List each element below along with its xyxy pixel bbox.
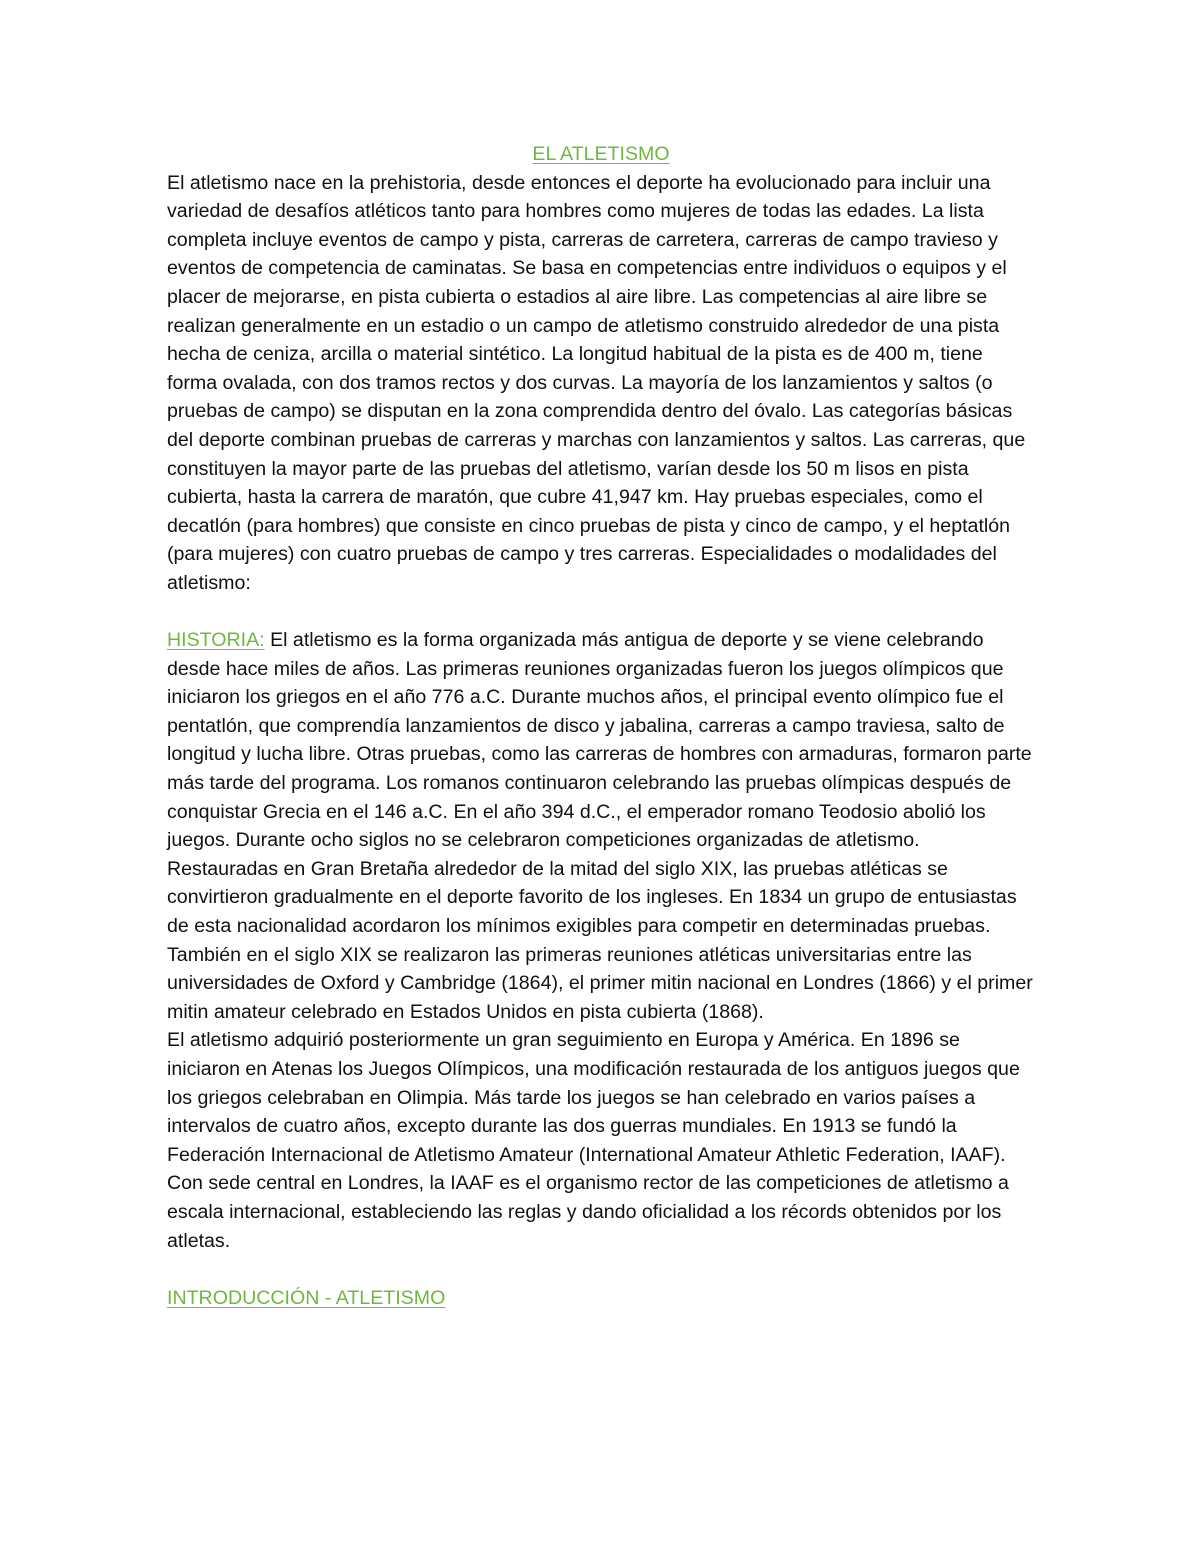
document-body [167, 140, 1035, 1312]
document-title-text: EL ATLETISMO [532, 143, 670, 165]
history-text: El atletismo es la forma organizada más antigua de deporte y se viene celebrando desde hace miles de años. Las primeras reuniones organizadas fueron los juegos olímpicos que iniciaron los griegos en el año 776 a.C. Durante muchos años, el principal evento olímpico fue el pentatlón, que comprendía lanzamientos de disco y jabalina, carreras a campo traviesa, salto de longitud y lucha libre. Otras pruebas, como las carreras de hombres con armaduras, formaron parte más tarde del programa. Los romanos continuaron celebrando las pruebas olímpicas después de conquistar Grecia en el 146 a.C. En el año 394 d.C., el emperador romano Teodosio abolió los juegos. Durante ocho siglos no se celebraron competiciones organizadas de atletismo. Restauradas en Gran Bretaña alrededor de la mitad del siglo XIX, las pruebas atléticas se convirtieron gradualmente en el deporte favorito de los ingleses. En 1834 un grupo de entusiastas de esta nacionalidad acordaron los mínimos exigibles para competir en determinadas pruebas. También en el siglo XIX se realizaron las primeras reuniones atléticas universitarias entre las universidades de Oxford y Cambridge (1864), el primer mitin nacional en Londres (1866) y el primer mitin amateur celebrado en Estados Unidos en pista cubierta (1868). [167, 629, 1033, 1023]
history-paragraph-2: El atletismo adquirió posteriormente un gran seguimiento en Europa y América. En 1896 se iniciaron en Atenas los Juegos Olímpicos, una modificación restaurada de los antiguos juegos que los griegos celebraban en Olimpia. Más tarde los juegos se han celebrado en varios países a intervalos de cuatro años, excepto durante las dos guerras mundiales. En 1913 se fundó la Federación Internacional de Atletismo Amateur (International Amateur Athletic Federation, IAAF). Con sede central en Londres, la IAAF es el organismo rector de las competiciones de atletismo a escala internacional, estableciendo las reglas y dando oficialidad a los récords obtenidos por los atletas. [167, 1029, 1020, 1252]
intro-paragraph: El atletismo nace en la prehistoria, desde entonces el deporte ha evolucionado para incluir una variedad de desafíos atléticos tanto para hombres como mujeres de todas las edades. La lista completa incluye eventos de campo y pista, carreras de carretera, carreras de campo travieso y eventos de competencia de caminatas. Se basa en competencias entre individuos o equipos y el placer de mejorarse, en pista cubierta o estadios al aire libre. Las competencias al aire libre se realizan generalmente en un estadio o un campo de atletismo construido alrededor de una pista hecha de ceniza, arcilla o material sintético. La longitud habitual de la pista es de 400 m, tiene forma ovalada, con dos tramos rectos y dos curvas. La mayoría de los lanzamientos y saltos (o pruebas de campo) se disputan en la zona comprendida dentro del óvalo. Las categorías básicas del deporte combinan pruebas de carreras y marchas con lanzamientos y saltos. Las carreras, que constituyen la mayor parte de las pruebas del atletismo, varían desde los 50 m lisos en pista cubierta, hasta la carrera de maratón, que cubre 41,947 km. Hay pruebas especiales, como el decatlón (para hombres) que consiste en cinco pruebas de pista y cinco de campo, y el heptatlón (para mujeres) con cuatro pruebas de campo y tres carreras. Especialidades o modalidades del atletismo: [167, 171, 1026, 594]
paragraph-spacer [167, 1255, 1035, 1284]
paragraph-spacer [167, 598, 1035, 627]
history-label: HISTORIA: [167, 629, 265, 652]
history-paragraph [167, 626, 1035, 1026]
document-title [167, 140, 1035, 169]
introduction-heading [167, 1284, 1035, 1313]
introduction-heading-text: INTRODUCCIÓN - ATLETISMO [167, 1286, 446, 1309]
